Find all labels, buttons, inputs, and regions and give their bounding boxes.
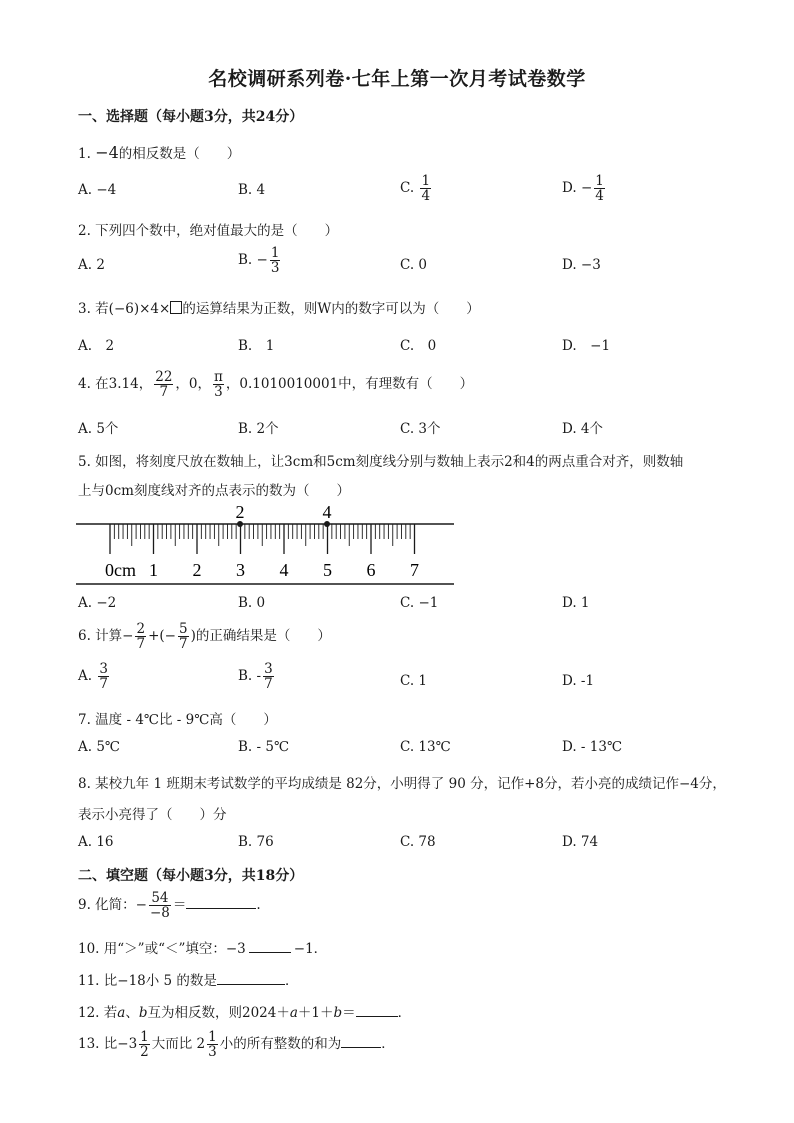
q6-option-b[interactable]: B. - $\frac{3}{7}$ [238, 661, 273, 693]
ruler-label: 2 [192, 560, 202, 580]
q6-fraction-5-7: $\frac{5}{7}$ [178, 621, 188, 653]
q7-option-d[interactable]: D. - 13℃ [562, 739, 623, 755]
q8-option-a[interactable]: A. 16 [78, 834, 114, 850]
q3-option-d[interactable]: D. −1 [562, 338, 611, 354]
q5-option-b[interactable]: B. 0 [238, 595, 266, 611]
q13-fraction-1-3: $\frac{1}{3}$ [208, 1029, 217, 1061]
q10-answer-blank[interactable] [249, 938, 291, 953]
ruler-label: 0cm [105, 560, 136, 580]
question-9: 9. 化简：− $\frac{54}{-8}$ ＝ . [78, 890, 261, 922]
question-4: 4. 在3.14， $\frac{22}{7}$ ，0， $\frac{\pi}{3}$ ，0.1010010001中，有理数有（ ） [78, 369, 474, 401]
q5-option-d[interactable]: D. 1 [562, 595, 590, 611]
ruler-number-line-figure [72, 500, 462, 592]
ruler-labels [105, 560, 419, 580]
question-5-line-1: 5. 如图，将刻度尺放在数轴上，让3cm和5cm刻度线分别与数轴上表示2和4的两点重合对齐，则数轴 [78, 454, 684, 470]
axis-label-4: 4 [322, 502, 332, 522]
q7-option-c[interactable]: C. 13℃ [400, 739, 451, 755]
section-heading-fill: 二、填空题（每小题3分，共18分） [78, 868, 304, 884]
q6-b-fraction: $\frac{3}{7}$ [264, 661, 273, 693]
q5-options [0, 595, 794, 619]
q6-option-d[interactable]: D. -1 [562, 673, 595, 689]
question-6: 6. 计算− $\frac{2}{7}$ +(− $\frac{5}{7}$ )的正确结果是（ ） [78, 621, 331, 653]
question-12: 12. 若a、b互为相反数，则2024＋a＋1＋b＝ ． [78, 1001, 411, 1021]
q1-option-a[interactable]: A. −4 [78, 182, 117, 198]
q5-option-c[interactable]: C. −1 [400, 595, 439, 611]
blank-box-icon [170, 301, 182, 314]
ruler-label: 1 [149, 560, 158, 580]
q1-option-b[interactable]: B. 4 [238, 182, 266, 198]
question-7: 7. 温度 - 4℃比 - 9℃高（ ） [78, 712, 277, 728]
ruler-label: 5 [323, 560, 332, 580]
q2-option-c[interactable]: C. 0 [400, 257, 428, 273]
q9-fraction: $\frac{54}{-8}$ [149, 890, 170, 922]
q3-option-a[interactable]: A. 2 [78, 338, 115, 354]
q6-option-c[interactable]: C. 1 [400, 673, 428, 689]
q1-option-c[interactable]: C. $\frac{1}{4}$ [400, 173, 431, 205]
ruler-label: 7 [410, 560, 419, 580]
q4-option-c[interactable]: C. 3个 [400, 421, 441, 437]
q2-option-b[interactable]: B. − $\frac{1}{3}$ [238, 245, 280, 277]
q1-number: 1. [78, 146, 91, 162]
q3-expression: (−6)×4× [108, 301, 171, 317]
question-10: 10. 用“＞”或“＜”填空：−3 −1． [78, 937, 327, 957]
q4-option-a[interactable]: A. 5个 [78, 421, 119, 437]
q1-expression: −4 [95, 143, 119, 162]
q4-fraction-pi-3: $\frac{\pi}{3}$ [214, 369, 223, 401]
section-heading-choice: 一、选择题（每小题3分，共24分） [78, 109, 304, 125]
q7-options [0, 739, 794, 763]
q8-option-b[interactable]: B. 76 [238, 834, 274, 850]
q6-fraction-2-7: $\frac{2}{7}$ [136, 621, 146, 653]
q3-option-c[interactable]: C. 0 [400, 338, 437, 354]
question-2: 2. 下列四个数中，绝对值最大的是（ ） [78, 223, 339, 239]
ruler-ticks [110, 524, 415, 554]
q12-answer-blank[interactable] [356, 1002, 398, 1017]
ruler-label: 4 [279, 560, 289, 580]
q3-options [0, 334, 794, 358]
q1-option-d[interactable]: D. − $\frac{1}{4}$ [562, 173, 604, 205]
question-8-line-1: 8. 某校九年 1 班期末考试数学的平均成绩是 82分，小明得了 90 分，记作+8分，若小亮的成绩记作−4分， [78, 776, 726, 792]
q4-fraction-22-7: $\frac{22}{7}$ [155, 369, 173, 401]
q4-options [0, 417, 794, 441]
q2-option-a[interactable]: A. 2 [78, 257, 105, 273]
q1-text: 的相反数是（ ） [118, 146, 241, 162]
ruler-label: 3 [236, 560, 245, 580]
question-3: 3. 若(−6)×4× 的运算结果为正数，则W内的数字可以为（ ） [78, 301, 480, 317]
page-title: 名校调研系列卷·七年上第一次月考试卷数学 [208, 68, 586, 90]
q13-fraction-1-2: $\frac{1}{2}$ [140, 1029, 149, 1061]
q11-answer-blank[interactable] [217, 970, 285, 985]
q6-options [0, 661, 794, 693]
q1-c-fraction: $\frac{1}{4}$ [421, 173, 431, 205]
q6-option-a[interactable]: A. $\frac{3}{7}$ [78, 661, 108, 693]
question-8-line-2: 表示小亮得了（ ）分 [78, 807, 227, 823]
q2-b-fraction: $\frac{1}{3}$ [270, 245, 280, 277]
ruler-label: 6 [366, 560, 376, 580]
q8-option-d[interactable]: D. 74 [562, 834, 599, 850]
q13-answer-blank[interactable] [341, 1033, 381, 1048]
q4-option-d[interactable]: D. 4个 [562, 421, 604, 437]
q4-option-b[interactable]: B. 2个 [238, 421, 279, 437]
q1-options [0, 173, 794, 205]
q8-option-c[interactable]: C. 78 [400, 834, 436, 850]
question-5-line-2: 上与0cm刻度线对齐的点表示的数为（ ） [78, 483, 350, 499]
question-11: 11. 比−18小 5 的数是 ． [78, 969, 298, 989]
q2-option-d[interactable]: D. −3 [562, 257, 601, 273]
q1-d-fraction: $\frac{1}{4}$ [595, 173, 604, 205]
q3-option-b[interactable]: B. 1 [238, 338, 275, 354]
q7-option-b[interactable]: B. - 5℃ [238, 739, 290, 755]
q6-a-fraction: $\frac{3}{7}$ [99, 661, 108, 693]
question-13: 13. 比−3 $\frac{1}{2}$ 大而比 2 $\frac{1}{3}$ 小的所有整数的和为 ． [78, 1029, 395, 1061]
question-1 [78, 142, 240, 162]
q7-option-a[interactable]: A. 5℃ [78, 739, 121, 755]
q2-options [0, 245, 794, 277]
q8-options [0, 834, 794, 858]
axis-label-2: 2 [235, 502, 245, 522]
q5-option-a[interactable]: A. −2 [78, 595, 117, 611]
q9-answer-blank[interactable] [186, 894, 256, 909]
